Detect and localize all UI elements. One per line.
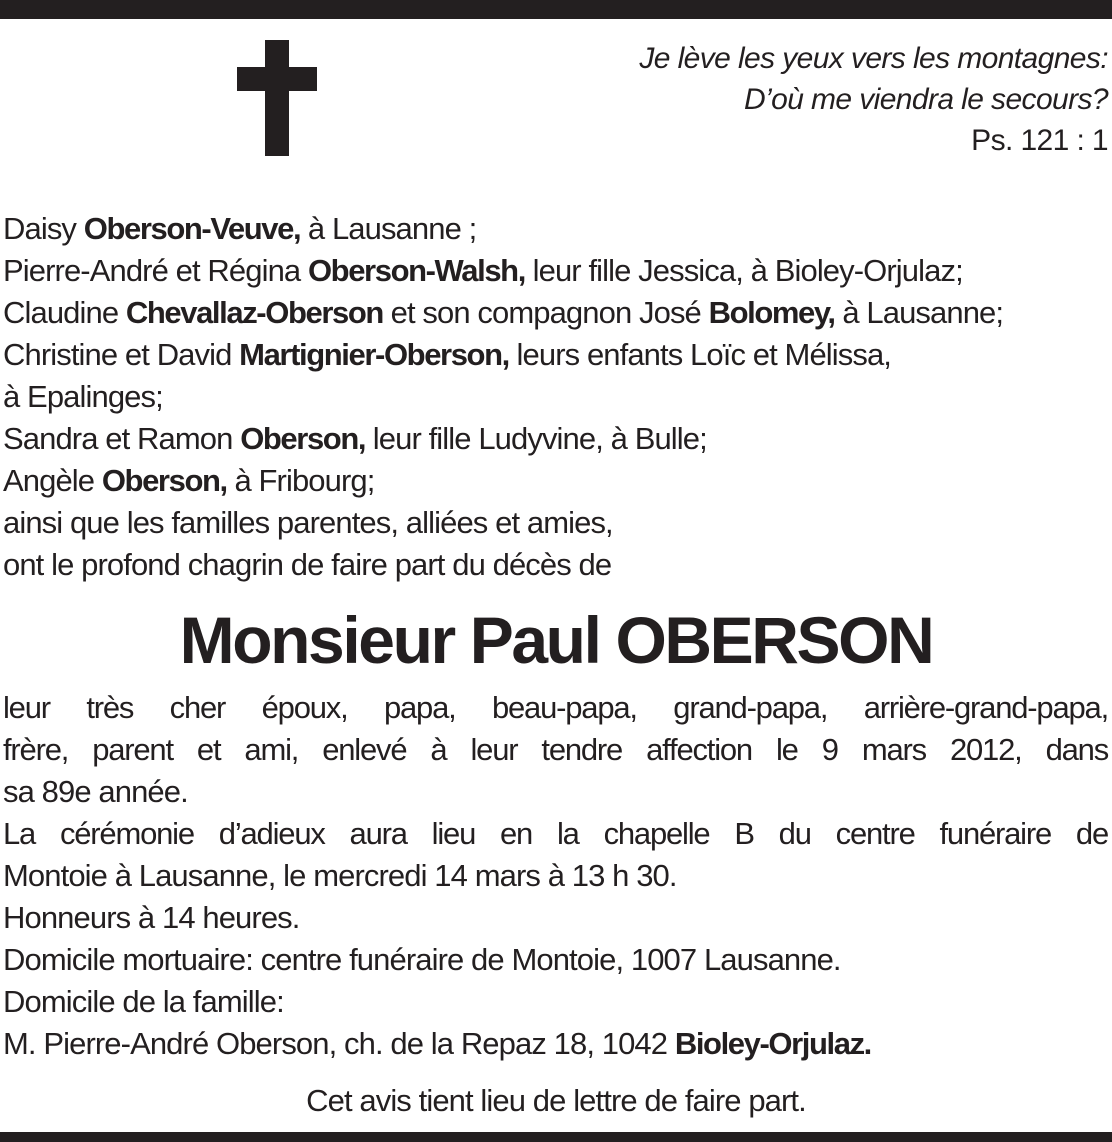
details-line: Montoie à Lausanne, le mercredi 14 mars à 13 h 30. <box>3 858 677 893</box>
family-line: Christine et David Martignier-Oberson, leurs enfants Loïc et Mélissa, <box>3 337 892 372</box>
notice-footer: Cet avis tient lieu de lettre de faire part. <box>306 1083 806 1118</box>
bottom-rule <box>0 1132 1112 1142</box>
notice-details <box>3 687 1108 1065</box>
family-address: M. Pierre-André Oberson, ch. de la Repaz 18, 1042 Bioley-Orjulaz. <box>3 1026 871 1061</box>
family-line: Daisy Oberson-Veuve, à Lausanne ; <box>3 211 477 246</box>
cross-icon <box>237 40 317 156</box>
family-line: à Epalinges; <box>3 379 163 414</box>
family-line: ont le profond chagrin de faire part du décès de <box>3 547 612 582</box>
verse-line-2: D’où me viendra le secours? <box>744 83 1108 116</box>
family-line: Sandra et Ramon Oberson, leur fille Ludyvine, à Bulle; <box>3 421 707 456</box>
details-line: Domicile de la famille: <box>3 984 284 1019</box>
details-line: La cérémonie d’adieux aura lieu en la chapelle B du centre funéraire de <box>3 816 1108 851</box>
details-line: frère, parent et ami, enlevé à leur tendre affection le 9 mars 2012, dans <box>3 732 1108 767</box>
deceased-name: Monsieur Paul OBERSON <box>179 603 933 677</box>
verse-reference: Ps. 121 : 1 <box>971 124 1108 157</box>
family-line: Angèle Oberson, à Fribourg; <box>3 463 375 498</box>
details-line: leur très cher époux, papa, beau-papa, grand-papa, arrière-grand-papa, <box>3 690 1108 725</box>
family-list <box>3 208 1108 586</box>
psalm-verse <box>639 38 1108 161</box>
top-rule <box>0 0 1112 19</box>
family-line: Claudine Chevallaz-Oberson et son compagnon José Bolomey, à Lausanne; <box>3 295 1004 330</box>
details-line: Honneurs à 14 heures. <box>3 900 300 935</box>
verse-line-1: Je lève les yeux vers les montagnes: <box>639 42 1108 75</box>
details-line: sa 89e année. <box>3 774 188 809</box>
details-line: Domicile mortuaire: centre funéraire de Montoie, 1007 Lausanne. <box>3 942 841 977</box>
family-line: ainsi que les familles parentes, alliées et amies, <box>3 505 613 540</box>
family-line: Pierre-André et Régina Oberson-Walsh, leur fille Jessica, à Bioley-Orjulaz; <box>3 253 963 288</box>
